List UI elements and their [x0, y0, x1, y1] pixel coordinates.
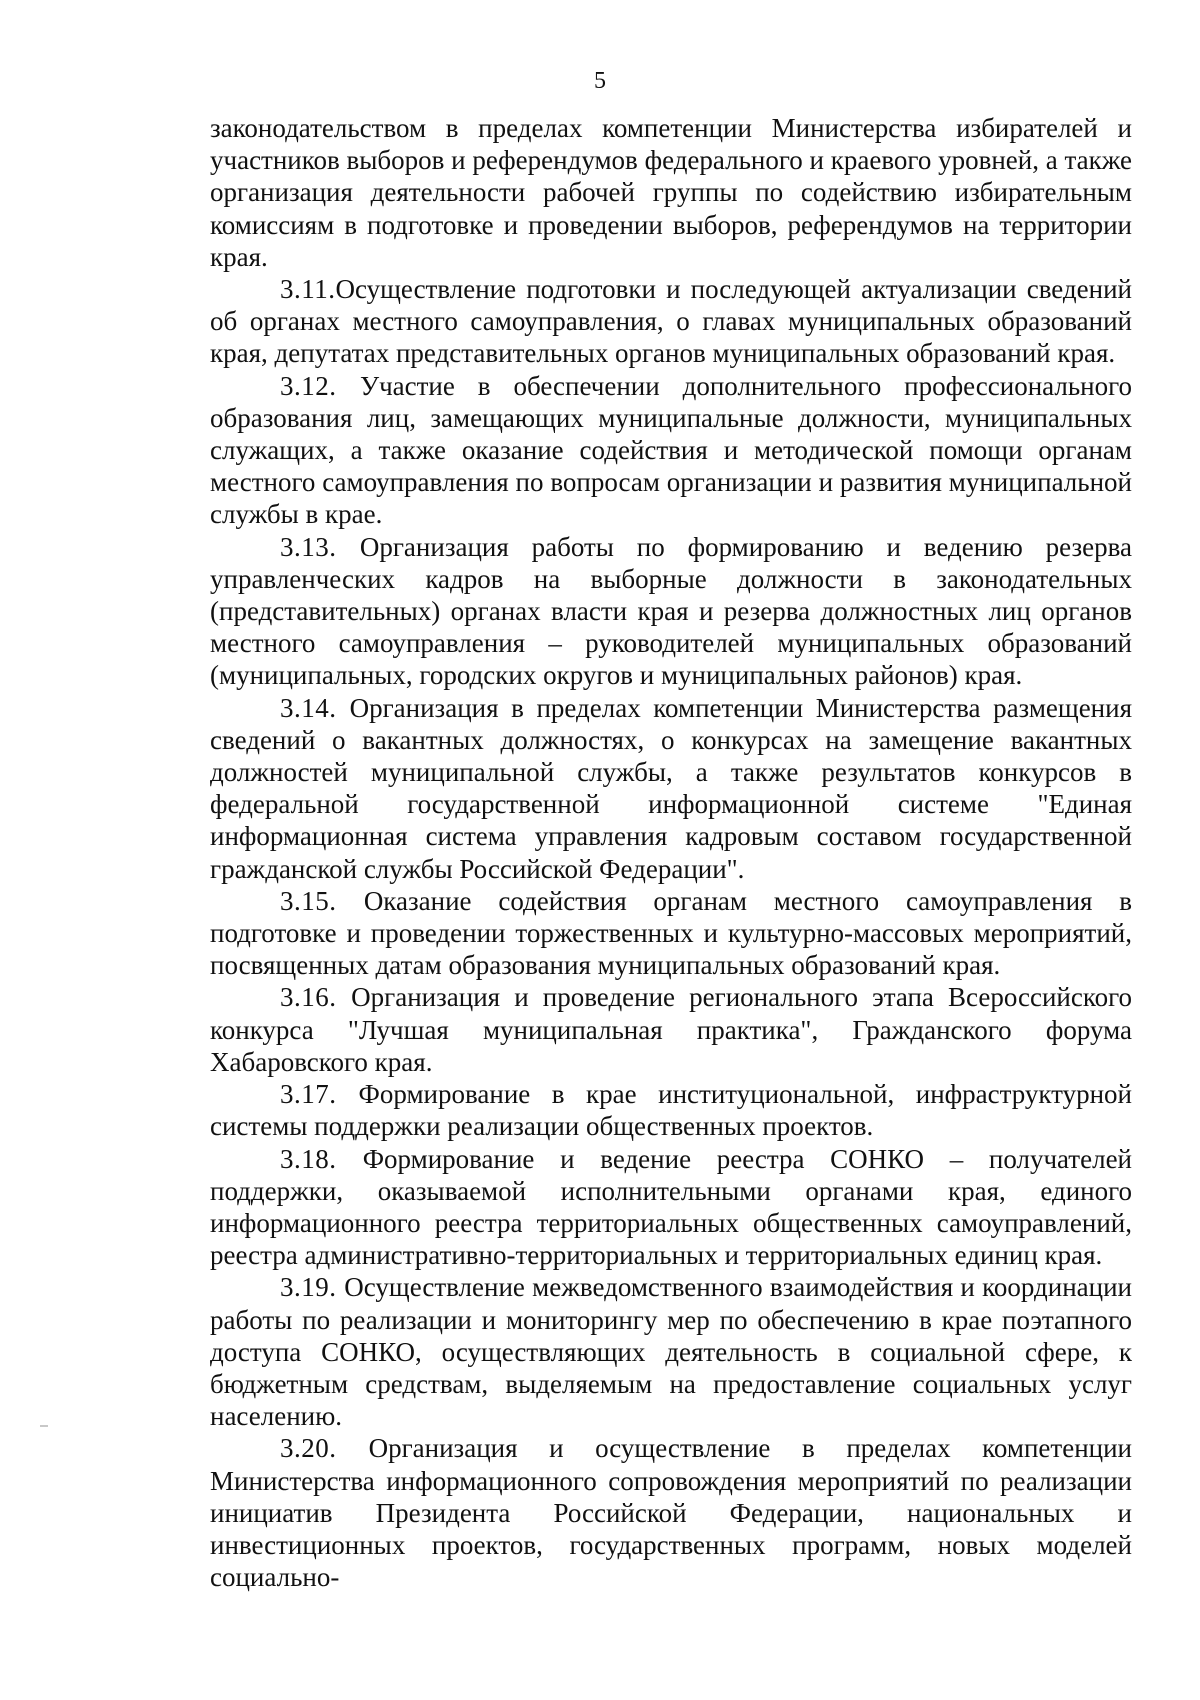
paragraph-text: Формирование в крае институциональной, инфраструктурной системы поддержки реализации общественных проектов.: [210, 1079, 1132, 1142]
paragraph-continuation: [210, 112, 1132, 273]
paragraph-text: законодательством в пределах компетенции Министерства избирателей и участников выборов и референдумов федерального и краевого уровней, а также организация деятельности рабочей группы по содействию избирательным комиссиям в подготовке и проведении выборов, референдумов на территории края.: [210, 113, 1132, 272]
paragraph-3-11: [210, 273, 1132, 370]
paragraph-3-18: [210, 1143, 1132, 1272]
paragraph-number: 3.11.: [280, 274, 336, 305]
paragraph-text: Организация в пределах компетенции Министерства размещения сведений о вакантных должностях, о конкурсах на замещение вакантных должностей муниципальной службы, а также результатов конкурсов в федеральной государственной информационной системе "Единая информационная система управления кадровым составом государственной гражданской службы Российской Федерации".: [210, 692, 1133, 884]
paragraph-text: Формирование и ведение реестра СОНКО – получателей поддержки, оказываемой исполнительными органами края, единого информационного реестра территориальных общественных самоуправлений, реестра административно-территориальных и территориальных единиц края.: [210, 1143, 1132, 1271]
paragraph-number: 3.12.: [280, 370, 360, 401]
paragraph-number: 3.18.: [280, 1143, 363, 1174]
paragraph-number: 3.17.: [280, 1079, 359, 1110]
paragraph-text: Осуществление межведомственного взаимодействия и координации работы по реализации и мониторингу мер по обеспечению в крае поэтапного доступа СОНКО, осуществляющих деятельность в социальной сфере, к бюджетным средствам, выделяемым на предоставление социальных услуг населению.: [210, 1272, 1133, 1432]
paragraph-text: Организация и осуществление в пределах компетенции Министерства информационного сопровождения мероприятий по реализации инициатив Президента Российской Федерации, национальных и инвестиционных проектов, государственных программ, новых моделей социально-: [210, 1433, 1132, 1593]
paragraph-3-20: [210, 1432, 1132, 1593]
paragraph-number: 3.20.: [280, 1433, 369, 1464]
paragraph-3-12: [210, 370, 1132, 531]
paragraph-number: 3.16.: [280, 982, 352, 1013]
document-body: [210, 112, 1132, 1593]
paragraph-3-19: [210, 1271, 1132, 1432]
paragraph-3-13: [210, 531, 1132, 692]
page-number: 5: [594, 68, 606, 94]
paragraph-3-14: [210, 692, 1132, 885]
paragraph-text: Осуществление подготовки и последующей актуализации сведений об органах местного самоуправления, о главах муниципальных образований края, депутатах представительных органов муниципальных образований края.: [210, 274, 1132, 369]
paragraph-number: 3.19.: [280, 1272, 345, 1303]
paragraph-number: 3.15.: [280, 885, 364, 916]
paragraph-number: 3.14.: [280, 692, 350, 723]
paragraph-text: Организация и проведение регионального этапа Всероссийского конкурса "Лучшая муниципальная практика", Гражданского форума Хабаровского края.: [210, 982, 1133, 1077]
paragraph-text: Участие в обеспечении дополнительного профессионального образования лиц, замещающих муниципальные должности, муниципальных служащих, а также оказание содействия и методической помощи органам местного самоуправления по вопросам организации и развития муниципальной службы в крае.: [210, 370, 1133, 530]
paragraph-text: Организация работы по формированию и ведению резерва управленческих кадров на выборные должности в законодательных (представительных) органах власти края и резерва должностных лиц органов местного самоуправления – руководителей муниципальных образований (муниципальных, городских округов и муниципальных районов) края.: [210, 531, 1133, 691]
paragraph-number: 3.13.: [280, 531, 360, 562]
paragraph-text: Оказание содействия органам местного самоуправления в подготовке и проведении торжественных и культурно-массовых мероприятий, посвященных датам образования муниципальных образований края.: [210, 885, 1132, 981]
paragraph-3-15: [210, 885, 1132, 982]
scan-margin-mark: [40, 1425, 48, 1427]
paragraph-3-17: [210, 1078, 1132, 1142]
paragraph-3-16: [210, 981, 1132, 1078]
